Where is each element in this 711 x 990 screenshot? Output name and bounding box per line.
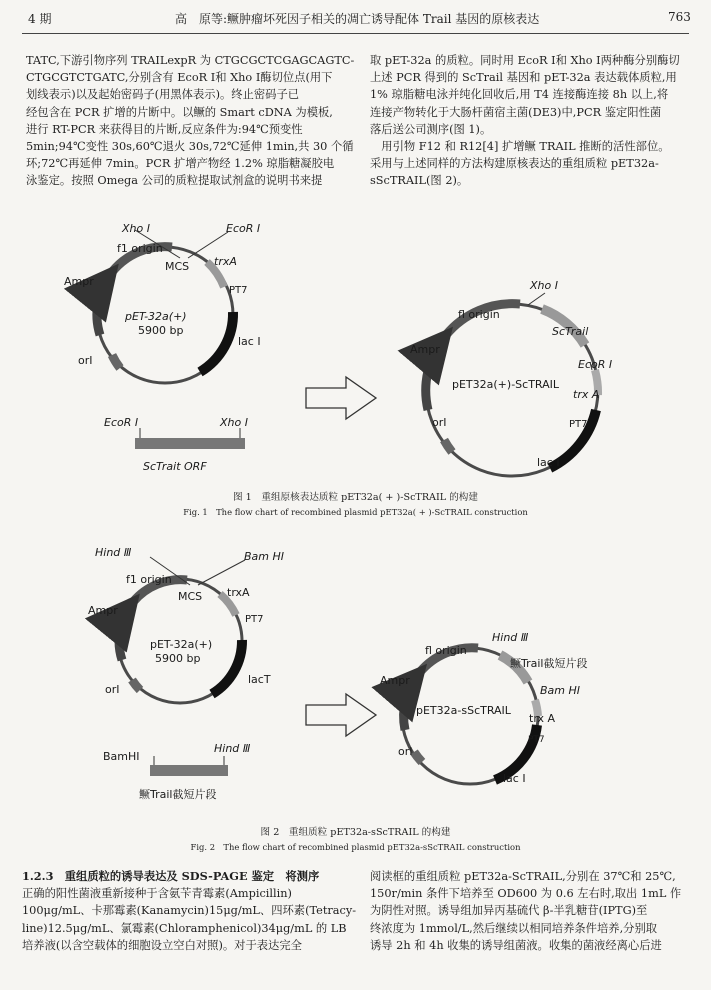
text-line: 取 pET-32a 的质粒。同时用 EcoR Ⅰ和 Xho Ⅰ两种酶分别酶切 bbox=[370, 54, 680, 67]
fig2r-f1-label: fl origin bbox=[425, 644, 467, 657]
fig1-vector-name: pET-32a(+) bbox=[125, 310, 187, 323]
left-column-bottom bbox=[22, 868, 357, 954]
fig1-flow-arrow-icon bbox=[306, 377, 376, 419]
text-line: 为阴性对照。诱导组加异丙基硫代 β-半乳糖苷(IPTG)至 bbox=[370, 904, 648, 918]
fig2-amp-label: Ampr bbox=[88, 604, 118, 617]
fig1-lac-label: lac Ⅰ bbox=[238, 335, 261, 348]
text-line: 100μg/mL、卡那霉素(Kanamycin)15μg/mL、四环素(Tetracy- bbox=[22, 904, 357, 918]
fig1-caption-cn: 图 1 重组原核表达质粒 pET32a( + )-ScTRAIL 的构建 bbox=[233, 492, 478, 503]
text-line: 培养液(以含空载体的细胞设立空白对照)。对于表达完全 bbox=[22, 938, 302, 952]
text-line: 诱导 2h 和 4h 收集的诱导组菌液。收集的菌液经离心后进 bbox=[370, 938, 662, 952]
fig2-caption-en: Fig. 2 The flow chart of recombined plasmid pET32a-sScTRAIL construction bbox=[190, 842, 521, 852]
amp-segment bbox=[97, 272, 112, 335]
fig2-mcs-label: MCS bbox=[178, 590, 203, 603]
fig1r-sctrail-label: ScTrail bbox=[552, 325, 589, 338]
fig2-trx-label: trxA bbox=[227, 586, 250, 599]
frag-hind-label: Hind Ⅲ bbox=[214, 742, 251, 755]
text-line: 正确的阳性菌液重新接种于含氨苄青霉素(Ampicillin) bbox=[22, 887, 292, 901]
fig1r-trx-label: trx A bbox=[573, 388, 600, 401]
text-line: 用引物 F12 和 R12[4] 扩增鳜 TRAIL 推断的活性部位。 bbox=[370, 140, 670, 154]
orf-ecor-label: EcoR Ⅰ bbox=[104, 416, 139, 429]
fig1r-amp-label: Ampr bbox=[410, 343, 440, 356]
frag-name: 鳜Trail截短片段 bbox=[139, 788, 217, 801]
fig2r-lac-label: lac Ⅰ bbox=[503, 772, 526, 785]
text-line: 阅读框的重组质粒 pET32a-ScTRAIL,分别在 37℃和 25℃, bbox=[370, 870, 676, 883]
journal-issue: 4 期 bbox=[28, 12, 52, 26]
text-line: 采用与上述同样的方法构建原核表达的重组质粒 pET32a- bbox=[370, 157, 659, 171]
fig2-ori-label: orI bbox=[105, 683, 120, 696]
fig2-bam-label: Bam HI bbox=[244, 550, 285, 563]
ori-segment bbox=[112, 355, 120, 368]
running-title: 高 原等:鳜肿瘤坏死因子相关的凋亡诱导配体 Trail 基因的原核表达 bbox=[175, 12, 540, 26]
ori-segment bbox=[414, 752, 422, 762]
fig2r-ori-label: orI bbox=[398, 745, 413, 758]
fig1r-ecor-label: EcoR Ⅰ bbox=[578, 358, 613, 371]
text-line: 终浓度为 1mmol/L,然后继续以相同培养条件培养,分别取 bbox=[370, 921, 658, 935]
fig2-hind-label: Hind Ⅲ bbox=[95, 546, 132, 559]
fig2-trail-fragment bbox=[150, 756, 228, 776]
bam-pointer bbox=[198, 560, 245, 585]
text-line: 上述 PCR 得到的 ScTrail 基因和 pET-32a 表达载体质粒,用 bbox=[370, 71, 677, 85]
text-line: 经包含在 PCR 扩增的片断中。以鳜的 Smart cDNA 为模板, bbox=[26, 105, 333, 119]
fig1-xho-label: Xho Ⅰ bbox=[122, 222, 150, 235]
text-line: line)12.5μg/mL、氯霉素(Chloramphenicol)34μg/mL 的 LB bbox=[22, 921, 347, 935]
fig2r-frag-label: 鳜Trail截短片段 bbox=[510, 657, 588, 670]
fig2-pt7-label: PT7 bbox=[245, 614, 264, 625]
fig2r-pt7-label: PT7 bbox=[528, 735, 545, 745]
fig1r-name: pET32a(+)-ScTRAIL bbox=[452, 378, 560, 391]
fig2-vector-size: 5900 bp bbox=[155, 652, 201, 665]
fig1-caption-en: Fig. 1 The flow chart of recombined plasmid pET32a( + )-ScTRAIL construction bbox=[183, 507, 528, 517]
fig2-lac-label: lacT bbox=[248, 673, 271, 686]
fig1-orf-fragment bbox=[135, 428, 245, 449]
text-line: 1.2.3 重组质粒的诱导表达及 SDS-PAGE 鉴定 将测序 bbox=[22, 869, 320, 883]
orf-xho-label: Xho Ⅰ bbox=[220, 416, 248, 429]
fig1-vector-size: 5900 bp bbox=[138, 324, 184, 337]
text-line: 150r/min 条件下培养至 OD600 为 0.6 左右时,取出 1mL 作 bbox=[370, 887, 682, 901]
fig1r-pt7-label: PT7 bbox=[569, 419, 588, 430]
xho-pointer bbox=[528, 293, 545, 305]
fig2r-trx-label: trx A bbox=[529, 712, 556, 725]
text-line: 进行 RT-PCR 来获得目的片断,反应条件为:94℃预变性 bbox=[26, 122, 303, 136]
lac-segment bbox=[200, 312, 233, 372]
fragment-bar bbox=[150, 765, 228, 776]
fig2r-bam-label: Bam HI bbox=[540, 684, 581, 697]
fig2r-hind-label: Hind Ⅲ bbox=[492, 631, 529, 644]
fig1r-ori-label: orI bbox=[432, 416, 447, 429]
fig1-amp-label: Ampr bbox=[64, 275, 94, 288]
fig1-ori-label: orI bbox=[78, 354, 93, 367]
fig2-f1-label: f1 origin bbox=[126, 573, 172, 586]
lac-segment bbox=[212, 640, 242, 694]
frag-bam-label: BamHI bbox=[103, 750, 140, 763]
fig1-ecor-label: EcoR Ⅰ bbox=[226, 222, 261, 235]
orf-bar bbox=[135, 438, 245, 449]
text-line: 环;72℃再延伸 7min。PCR 扩增产物经 1.2% 琼脂糖凝胶电 bbox=[26, 157, 335, 171]
fig1-f1-label: f1 origin bbox=[117, 242, 163, 255]
ori-segment bbox=[132, 680, 140, 690]
page-number: 763 bbox=[668, 10, 691, 24]
fig2-flow-arrow-icon bbox=[306, 694, 376, 736]
fig2r-name: pET32a-sScTRAIL bbox=[416, 704, 511, 717]
fig1r-xho-label: Xho Ⅰ bbox=[530, 279, 558, 292]
right-column-bottom bbox=[370, 868, 700, 954]
fig1-pt7-label: PT7 bbox=[229, 285, 248, 296]
text-line: CTGCGTCTGATC,分别含有 EcoR Ⅰ和 Xho Ⅰ酶切位点(用下 bbox=[26, 71, 333, 85]
text-line: TATC,下游引物序列 TRAILexpR 为 CTGCGCTCGAGCAGTC- bbox=[26, 54, 355, 67]
text-line: 1% 琼脂糖电泳并纯化回收后,用 T4 连接酶连接 8h 以上,将 bbox=[370, 88, 669, 102]
fig1r-f1-label: fl origin bbox=[458, 308, 500, 321]
fig1-mcs-label: MCS bbox=[165, 260, 190, 273]
text-line: 泳鉴定。按照 Omega 公司的质粒提取试剂盒的说明书来提 bbox=[26, 174, 323, 188]
ori-segment bbox=[444, 440, 452, 452]
text-line: sScTRAIL(图 2)。 bbox=[370, 174, 469, 188]
fig1r-lac-label: lac Ⅰ bbox=[537, 456, 560, 469]
fig1-trx-label: trxA bbox=[214, 255, 237, 268]
amp-segment bbox=[119, 602, 133, 660]
text-line: 5min;94℃变性 30s,60℃退火 30s,72℃延伸 1min,共 30 个循 bbox=[26, 140, 354, 154]
text-line: 划线表示)以及起始密码子(用黑体表示)。终止密码子已 bbox=[26, 88, 300, 102]
fig2r-amp-label: Ampr bbox=[380, 674, 410, 687]
text-line: 连接产物转化于大肠杆菌宿主菌(DE3)中,PCR 鉴定阳性菌 bbox=[370, 105, 662, 119]
text-line: 落后送公司测序(图 1)。 bbox=[370, 122, 492, 136]
fig2-caption-cn: 图 2 重组质粒 pET32a-sScTRAIL 的构建 bbox=[260, 827, 451, 838]
fig2-vector-name: pET-32a(+) bbox=[150, 638, 213, 651]
orf-name: ScTrait ORF bbox=[143, 460, 207, 473]
